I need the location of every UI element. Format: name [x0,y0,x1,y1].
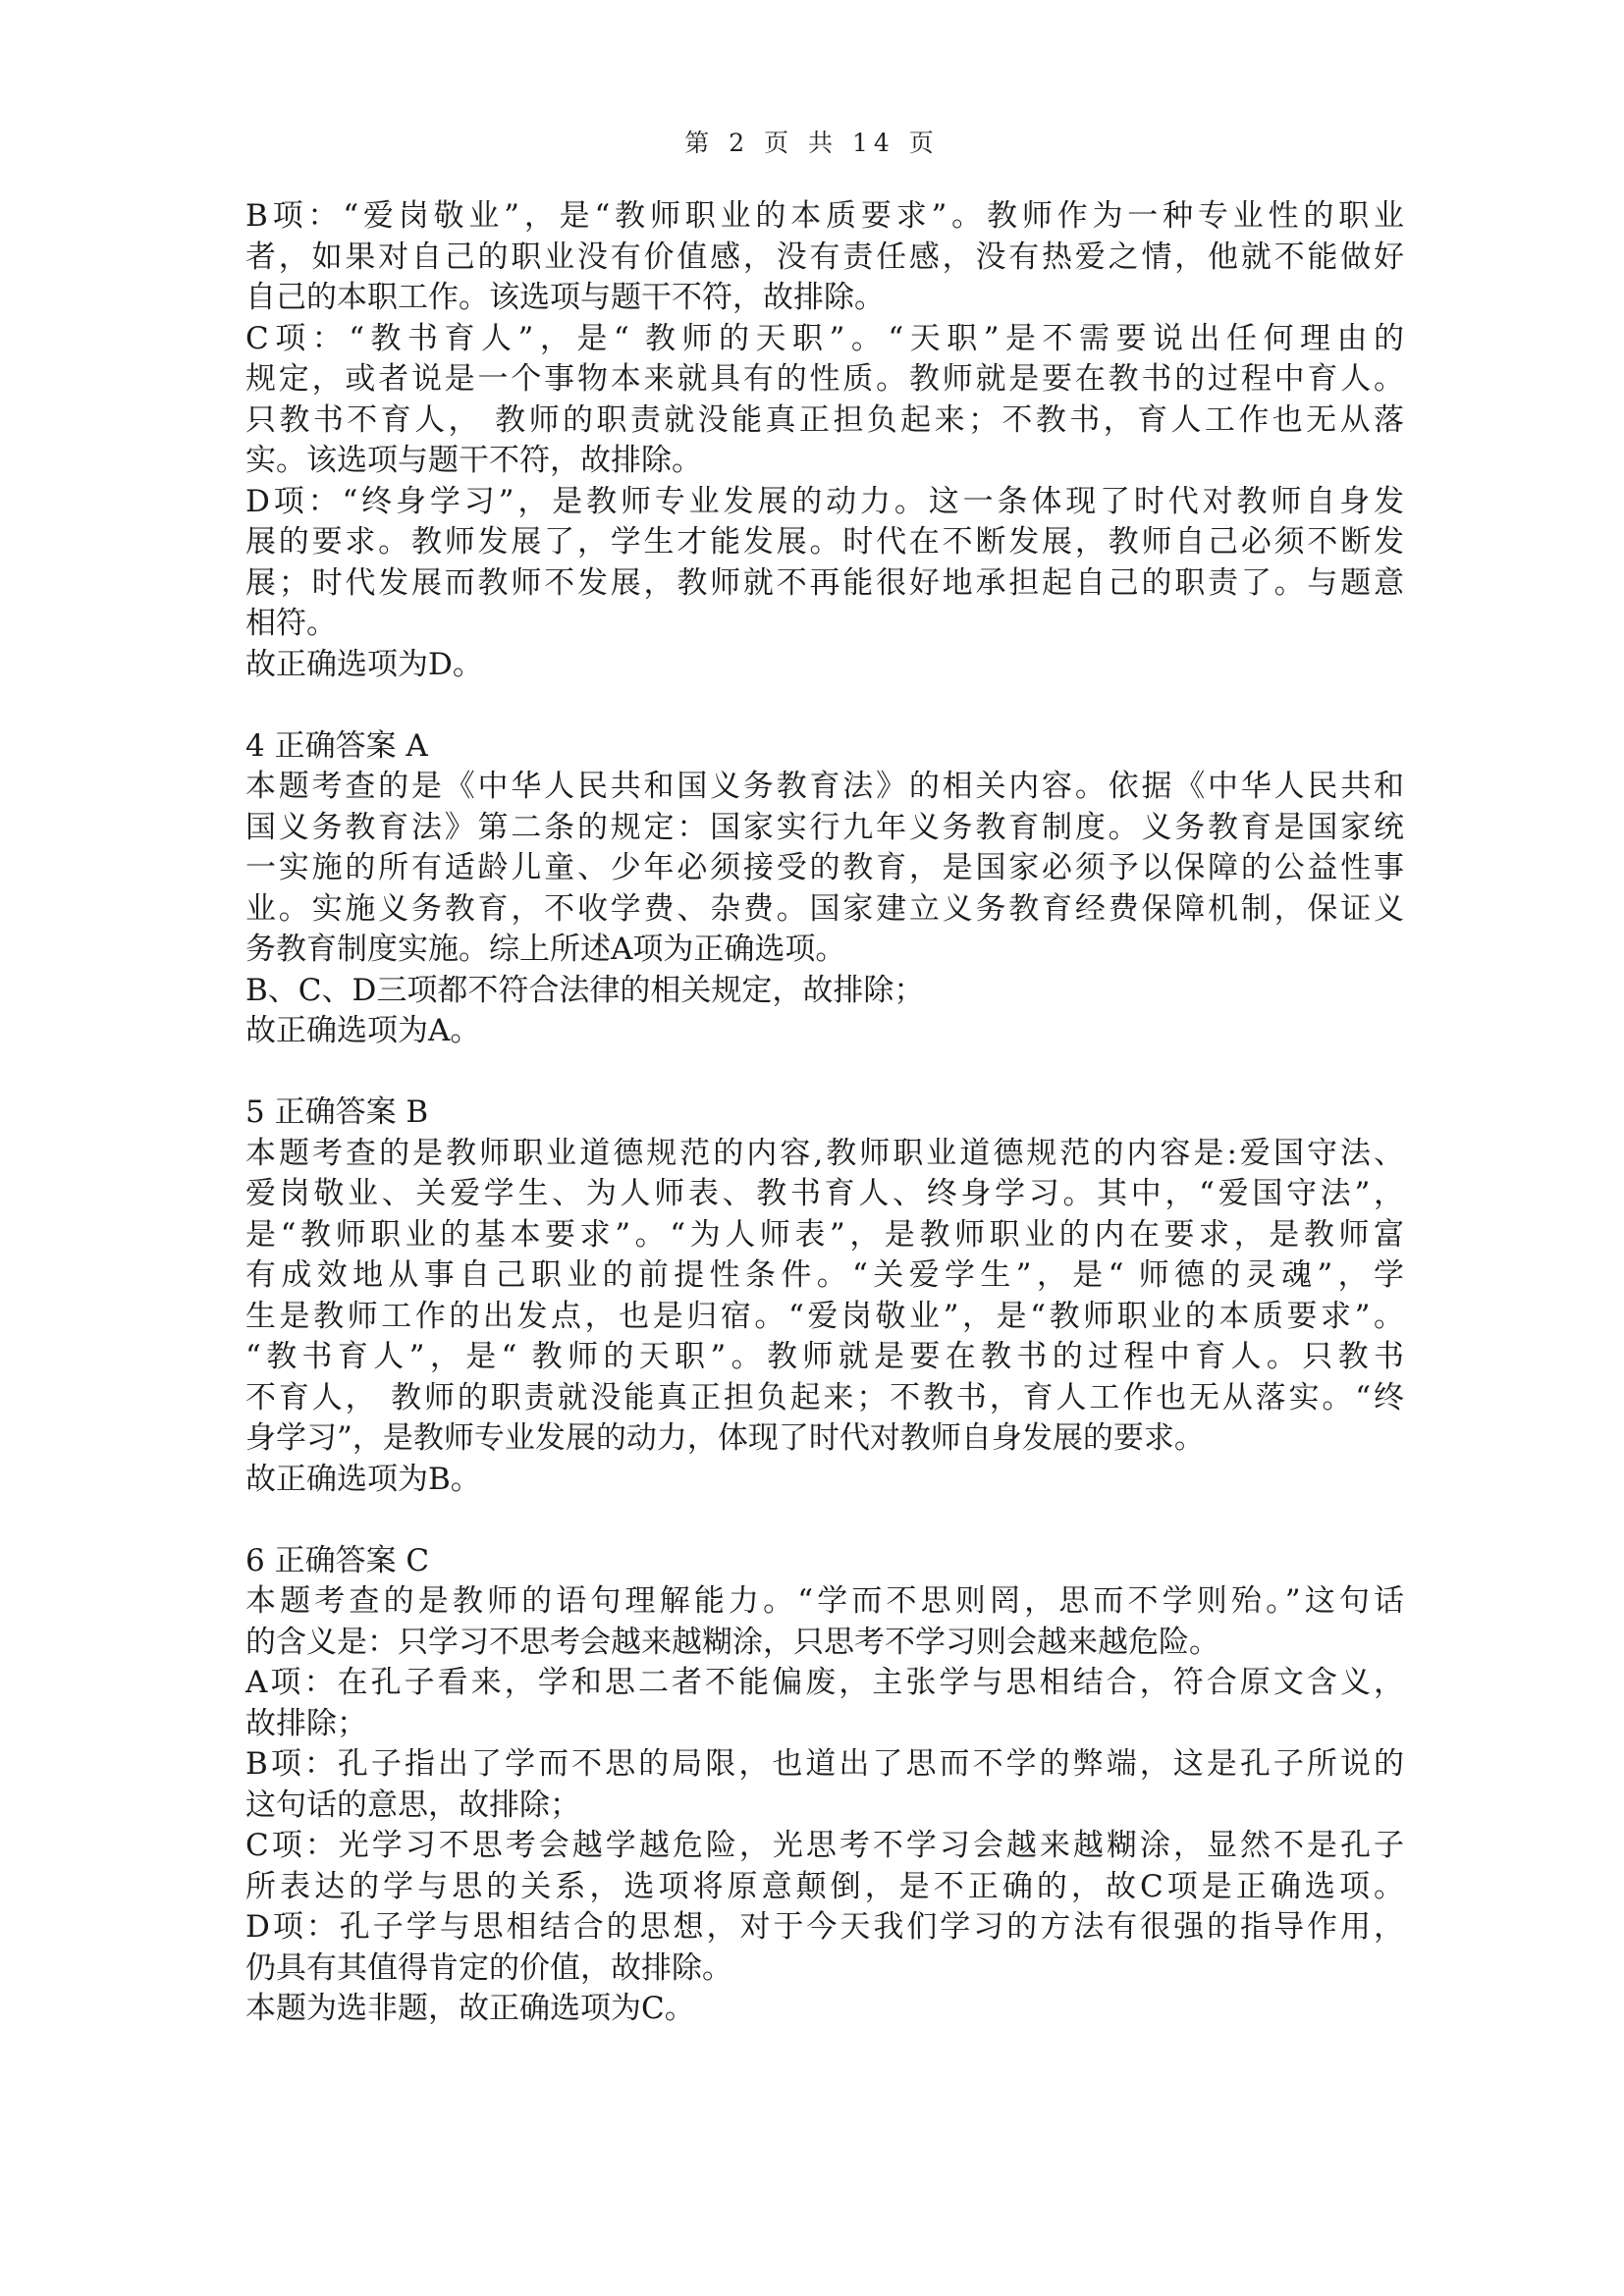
text-line: 相符。 [245,606,337,641]
text-line: “教书育人”，是“ 教师的天职”。教师就是要在教书的过程中育人。只教书 [245,1339,1404,1374]
explanation-paragraph [245,1011,1404,1052]
explanation-paragraph [245,1989,1404,2030]
explanation-paragraph [245,645,1404,686]
text-line: 本题考查的是教师的语句理解能力。“学而不思则罔，思而不学则殆。”这句话 [245,1583,1404,1619]
text-line: 只教书不育人， 教师的职责就没能真正担负起来；不教书，育人工作也无从落 [245,401,1404,438]
section-spacer [245,1500,1404,1541]
explanation-paragraph [245,1826,1404,1907]
text-line: 故正确选项为D。 [245,646,483,682]
text-line: 务教育制度实施。综上所述A项为正确选项。 [245,932,846,967]
text-line: 实。该选项与题干不符，故排除。 [245,443,702,478]
explanation-paragraph [245,319,1404,482]
text-line: C项：“教书育人”，是“ 教师的天职”。“天职”是不需要说出任何理由的 [245,320,1404,356]
text-line: 一实施的所有适龄儿童、少年必须接受的教育，是国家必须予以保障的公益性事 [245,850,1404,885]
text-line: 本题考查的是《中华人民共和国义务教育法》的相关内容。依据《中华人民共和 [245,769,1404,804]
text-line: 展；时代发展而教师不发展，教师就不再能很好地承担起自己的职责了。与题意 [245,564,1404,601]
text-line: 爱岗敬业、关爱学生、为人师表、教书育人、终身学习。其中，“爱国守法”， [245,1176,1404,1211]
text-line: 本题为选非题，故正确选项为C。 [245,1991,695,2026]
answer-heading: 5 正确答案 B [245,1095,429,1130]
section-spacer [245,1052,1404,1094]
text-line: 故正确选项为B。 [245,1461,481,1497]
text-line: D项：孔子学与思相结合的思想，对于今天我们学习的方法有很强的指导作用， [245,1909,1404,1945]
explanation-paragraph [245,1663,1404,1744]
explanation-paragraph [245,1907,1404,1989]
page-number-header: 第 2 页 共 14 页 [684,129,940,157]
text-line: 是“教师职业的基本要求”。“为人师表”，是教师职业的内在要求，是教师富 [245,1216,1404,1253]
text-line: 国义务教育法》第二条的规定：国家实行九年义务教育制度。义务教育是国家统 [245,809,1404,845]
text-line: 这句话的意思，故排除； [245,1787,580,1823]
explanation-paragraph [245,971,1404,1012]
answer-heading: 4 正确答案 A [245,727,428,764]
text-line: B项：“爱岗敬业”，是“教师职业的本质要求”。教师作为一种专业性的职业 [245,198,1404,234]
explanation-paragraph [245,767,1404,971]
text-line: 本题考查的是教师职业道德规范的内容,教师职业道德规范的内容是:爱国守法、 [245,1135,1404,1171]
text-line: 生是教师工作的出发点，也是归宿。“爱岗敬业”，是“教师职业的本质要求”。 [245,1298,1404,1334]
text-line: 所表达的学与思的关系，选项将原意颠倒，是不正确的，故C项是正确选项。 [245,1868,1404,1904]
explanation-paragraph [245,1460,1404,1501]
text-line: 有成效地从事自己职业的前提性条件。“关爱学生”，是“ 师德的灵魂”，学 [245,1257,1404,1293]
text-line: 仍具有其值得肯定的价值，故排除。 [245,1949,732,1986]
text-line: 者，如果对自己的职业没有价值感，没有责任感，没有热爱之情，他就不能做好 [245,239,1404,275]
answer-heading: 6 正确答案 C [245,1542,430,1578]
text-line: B项：孔子指出了学而不思的局限，也道出了思而不学的弊端，这是孔子所说的 [245,1746,1404,1782]
text-line: D项：“终身学习”，是教师专业发展的动力。这一条体现了时代对教师自身发 [245,483,1404,519]
text-line: 故正确选项为A。 [245,1013,481,1048]
text-line: 不育人， 教师的职责就没能真正担负起来；不教书，育人工作也无从落实。“终 [245,1379,1404,1415]
text-line: A项：在孔子看来，学和思二者不能偏废，主张学与思相结合，符合原文含义， [245,1665,1404,1700]
explanation-paragraph [245,196,1404,319]
explanation-paragraph [245,1744,1404,1826]
explanation-paragraph [245,482,1404,645]
text-line: B、C、D三项都不符合法律的相关规定，故排除； [245,972,925,1008]
text-line: 故排除； [245,1705,367,1741]
text-line: C项：光学习不思考会越学越危险，光思考不学习会越来越糊涂，显然不是孔子 [245,1828,1404,1863]
text-line: 规定，或者说是一个事物本来就具有的性质。教师就是要在教书的过程中育人。 [245,361,1404,397]
explanation-paragraph [245,1581,1404,1663]
text-line: 身学习”，是教师专业发展的动力，体现了时代对教师自身发展的要求。 [245,1420,1205,1456]
section-spacer [245,685,1404,726]
text-line: 自己的本职工作。该选项与题干不符，故排除。 [245,280,885,315]
explanation-paragraph [245,1134,1404,1460]
document-body [245,196,1404,2030]
text-line: 展的要求。教师发展了，学生才能发展。时代在不断发展，教师自己必须不断发 [245,524,1404,560]
text-line: 的含义是：只学习不思考会越来越糊涂，只思考不学习则会越来越危险。 [245,1624,1219,1660]
text-line: 业。实施义务教育，不收学费、杂费。国家建立义务教育经费保障机制，保证义 [245,890,1404,927]
